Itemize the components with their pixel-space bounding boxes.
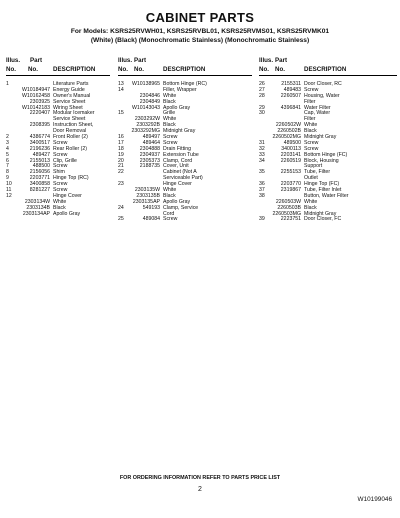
illus-number: 33 <box>259 151 265 158</box>
illus-number: 24 <box>118 204 124 211</box>
part-description: White <box>304 198 318 205</box>
part-description: Clamp, Cord <box>163 157 193 164</box>
part-description: Filter <box>304 98 316 105</box>
part-number: 489497 <box>142 134 160 141</box>
part-description: Tube, Filter Inlet <box>304 187 342 194</box>
part-description: Screw <box>53 151 68 158</box>
part-number: 2305373 <box>139 157 160 164</box>
column-header <box>259 55 397 76</box>
illus-no-header: No. <box>6 66 16 73</box>
part-description: Cabinet (Not A <box>163 169 197 176</box>
part-number: W10143043 <box>132 104 160 111</box>
illus-number: 39 <box>259 216 265 223</box>
part-number: 2303135B <box>136 192 160 199</box>
part-number: 2303135W <box>134 187 160 194</box>
part-number: 2260503W <box>275 198 301 205</box>
part-description: Cord <box>163 210 175 217</box>
part-description: Screw <box>163 139 178 146</box>
part-description: Hinge Top (RC) <box>53 175 89 182</box>
illus-number: 16 <box>118 134 124 141</box>
part-header: Part <box>275 57 288 64</box>
illus-number: 18 <box>118 145 124 152</box>
part-number: 2196236 <box>29 145 50 152</box>
part-description: Hinge Top (FC) <box>304 181 340 188</box>
illus-number: 4 <box>6 145 9 152</box>
part-number: 2255153 <box>280 169 301 176</box>
part-description: Hinge Cover <box>163 181 192 188</box>
part-row <box>259 217 397 223</box>
part-number: 2303925 <box>29 98 50 105</box>
part-description: Bottom Hinge (FC) <box>304 151 348 158</box>
part-description: Hinge Cover <box>53 192 82 199</box>
illus-number: 15 <box>118 110 124 117</box>
part-description: Midnight Gray <box>304 134 337 141</box>
illus-number: 10 <box>6 181 12 188</box>
part-description: Water Filter <box>304 104 331 111</box>
part-description: Black <box>163 98 176 105</box>
part-description: Black <box>304 204 317 211</box>
part-number: 489464 <box>142 139 160 146</box>
illus-number: 34 <box>259 157 265 164</box>
part-number: 489483 <box>283 86 301 93</box>
illus-number: 31 <box>259 139 265 146</box>
part-description: Wiring Sheet <box>53 104 83 111</box>
illus-number: 11 <box>6 187 12 194</box>
part-description: Apollo Gray <box>53 210 81 217</box>
part-number: 2303292W <box>134 116 160 123</box>
part-number: 489500 <box>283 139 301 146</box>
part-description: Service Sheet <box>53 98 86 105</box>
part-description: Owner's Manual <box>53 92 91 99</box>
part-description: Black <box>304 128 317 135</box>
part-number: 8281227 <box>29 187 50 194</box>
part-description: Outlet <box>304 175 318 182</box>
part-description: White <box>304 122 318 129</box>
part-description: Midnight Gray <box>304 210 337 217</box>
part-number: 2303292MG <box>131 128 160 135</box>
illus-number: 2 <box>6 134 9 141</box>
part-number: 2260507 <box>280 92 301 99</box>
illus-number: 21 <box>118 163 124 170</box>
parts-list <box>118 82 252 223</box>
part-number: 3400113 <box>281 145 301 152</box>
illus-number: 35 <box>259 169 265 176</box>
part-number: 2319867 <box>280 187 301 194</box>
part-number: 2308395 <box>29 122 50 129</box>
illus-number: 22 <box>118 169 124 176</box>
parts-list <box>259 82 397 223</box>
illus-number: 12 <box>6 192 12 199</box>
illus-number: 30 <box>259 110 265 117</box>
page-number: 2 <box>198 486 202 493</box>
part-description: Screw <box>53 181 68 188</box>
illus-number: 29 <box>259 104 265 111</box>
part-description: White <box>163 92 177 99</box>
column-header <box>6 55 110 76</box>
part-number: 2223751 <box>280 216 301 223</box>
part-description: Door Closer, FC <box>304 216 342 223</box>
illus-number: 9 <box>6 175 9 182</box>
part-number: 2304937 <box>139 151 160 158</box>
part-number: 2203141 <box>280 151 301 158</box>
illus-number: 28 <box>259 92 265 99</box>
part-description: White <box>163 116 177 123</box>
illus-number: 26 <box>259 81 265 87</box>
illus-number: 23 <box>118 181 124 188</box>
part-description: Literature Parts <box>53 81 89 87</box>
part-row <box>6 212 110 218</box>
part-description: Housing, Water <box>304 92 340 99</box>
part-number: 2203771 <box>29 175 50 182</box>
part-number: 2304846 <box>139 92 160 99</box>
parts-column-3 <box>259 55 397 223</box>
part-description: Tube, Filter <box>304 169 331 176</box>
part-number: 2303135AP <box>132 198 160 205</box>
part-description: Screw <box>163 216 178 223</box>
part-number: 4396841 <box>280 104 301 111</box>
page-title: CABINET PARTS <box>145 10 255 25</box>
illus-number: 13 <box>118 81 124 87</box>
part-number: 2304849 <box>139 98 160 105</box>
part-no-header: No. <box>275 66 285 73</box>
illus-number: 20 <box>118 157 124 164</box>
part-number: 489084 <box>142 216 160 223</box>
illus-number: 3 <box>6 139 9 146</box>
part-description: Apollo Gray <box>163 198 191 205</box>
part-description: Screw <box>53 139 68 146</box>
part-number: 2220407 <box>29 110 50 117</box>
illus-number: 37 <box>259 187 265 194</box>
illus-number: 5 <box>6 151 9 158</box>
part-description: Clip, Grille <box>53 157 77 164</box>
parts-column-1 <box>6 55 110 217</box>
part-number: 2155013 <box>29 157 50 164</box>
illus-number: 25 <box>118 216 124 223</box>
part-description: Door Closer, RC <box>304 81 342 87</box>
part-description: White <box>53 198 67 205</box>
part-number: 2156056 <box>29 169 50 176</box>
part-description: Door Removal <box>53 128 87 135</box>
part-number: 2260502B <box>277 128 301 135</box>
part-description: Cover, Unit <box>163 163 189 170</box>
illus-number: 36 <box>259 181 265 188</box>
part-number: 2303134B <box>26 204 50 211</box>
parts-list <box>6 82 110 217</box>
parts-column-2 <box>118 55 252 223</box>
part-description: Grille <box>163 110 176 117</box>
part-number: 2260519 <box>280 157 301 164</box>
part-number: 2303134AP <box>22 210 50 217</box>
part-description: Filter <box>304 116 316 123</box>
part-description: Clamp, Service <box>163 204 199 211</box>
part-description: Screw <box>53 163 68 170</box>
illus-number: 17 <box>118 139 124 146</box>
part-number: 2303134W <box>24 198 50 205</box>
part-description: Block, Housing <box>304 157 339 164</box>
part-description: Screw <box>304 145 319 152</box>
part-description: Screw <box>163 134 178 141</box>
description-header: DESCRIPTION <box>163 66 206 73</box>
part-number: 549193 <box>142 204 160 211</box>
part-description: Rear Roller (2) <box>53 145 88 152</box>
part-number: 2304888 <box>139 145 160 152</box>
illus-number: 7 <box>6 163 9 170</box>
part-description: Cap, Water <box>304 110 331 117</box>
part-description: Support <box>304 163 323 170</box>
part-description: Instruction Sheet, <box>53 122 94 129</box>
part-number: 3400517 <box>29 139 50 146</box>
part-number: W10142183 <box>22 104 50 111</box>
part-number: 2260502MG <box>272 134 301 141</box>
part-description: Energy Guide <box>53 86 85 93</box>
part-description: Screw <box>304 86 319 93</box>
illus-header: Illus. <box>259 57 274 64</box>
part-no-header: No. <box>28 66 38 73</box>
illus-number: 27 <box>259 86 265 93</box>
part-description: Screw <box>53 187 68 194</box>
part-description: Apollo Gray <box>163 104 191 111</box>
illus-number: 6 <box>6 157 9 164</box>
part-number: W10138965 <box>132 81 160 87</box>
part-number: W10184947 <box>22 86 50 93</box>
part-description: Black <box>53 204 66 211</box>
illus-number: 8 <box>6 169 9 176</box>
part-row <box>118 217 252 223</box>
illus-header: Illus. <box>6 57 21 64</box>
part-description: Extension Tube <box>163 151 199 158</box>
part-number: 2155311 <box>281 81 301 87</box>
illus-header: Illus. <box>118 57 133 64</box>
ordering-note: FOR ORDERING INFORMATION REFER TO PARTS PRICE LIST <box>119 475 281 481</box>
part-number: W10162458 <box>22 92 50 99</box>
illus-number: 1 <box>6 81 9 87</box>
part-number: 2303292B <box>136 122 160 129</box>
part-number: 488500 <box>32 163 50 170</box>
part-number: 2188735 <box>139 163 160 170</box>
part-description: Black <box>163 122 176 129</box>
description-header: DESCRIPTION <box>304 66 347 73</box>
column-header <box>118 55 252 76</box>
part-description: Modular Icemaker <box>53 110 95 117</box>
part-header: Part <box>30 57 43 64</box>
models-line: For Models: KSRS25RVWH01, KSRS25RVBL01, KSRS25RVMS01, KSRS25RVMK01 <box>70 28 330 35</box>
document-number: W10199046 <box>357 496 392 503</box>
description-header: DESCRIPTION <box>53 66 96 73</box>
illus-no-header: No. <box>118 66 128 73</box>
part-number: 2260503MG <box>272 210 301 217</box>
illus-number: 14 <box>118 86 124 93</box>
part-number: 2260502W <box>275 122 301 129</box>
part-description: Screw <box>304 139 319 146</box>
part-description: Black <box>163 192 176 199</box>
part-number: 3400858 <box>29 181 50 188</box>
part-description: Midnight Gray <box>163 128 196 135</box>
illus-no-header: No. <box>259 66 269 73</box>
part-description: Drain Fitting <box>163 145 191 152</box>
part-description: White <box>163 187 177 194</box>
colors-line: (White) (Black) (Monochromatic Stainless) (Monochromatic Stainless) <box>90 37 310 44</box>
illus-number: 19 <box>118 151 124 158</box>
part-description: Filler, Wrapper <box>163 86 197 93</box>
part-description: Serviceable Part) <box>163 175 203 182</box>
part-no-header: No. <box>134 66 144 73</box>
illus-number: 38 <box>259 192 265 199</box>
part-number: 489427 <box>32 151 50 158</box>
part-description: Shim <box>53 169 65 176</box>
illus-number: 32 <box>259 145 265 152</box>
part-description: Bottom Hinge (RC) <box>163 81 207 87</box>
part-number: 2203770 <box>280 181 301 188</box>
part-description: Front Roller (2) <box>53 134 88 141</box>
part-header: Part <box>134 57 147 64</box>
part-number: 2260503B <box>277 204 301 211</box>
part-description: Button, Water Filter <box>304 192 349 199</box>
part-description: Service Sheet <box>53 116 86 123</box>
part-number: 4386774 <box>29 134 50 141</box>
